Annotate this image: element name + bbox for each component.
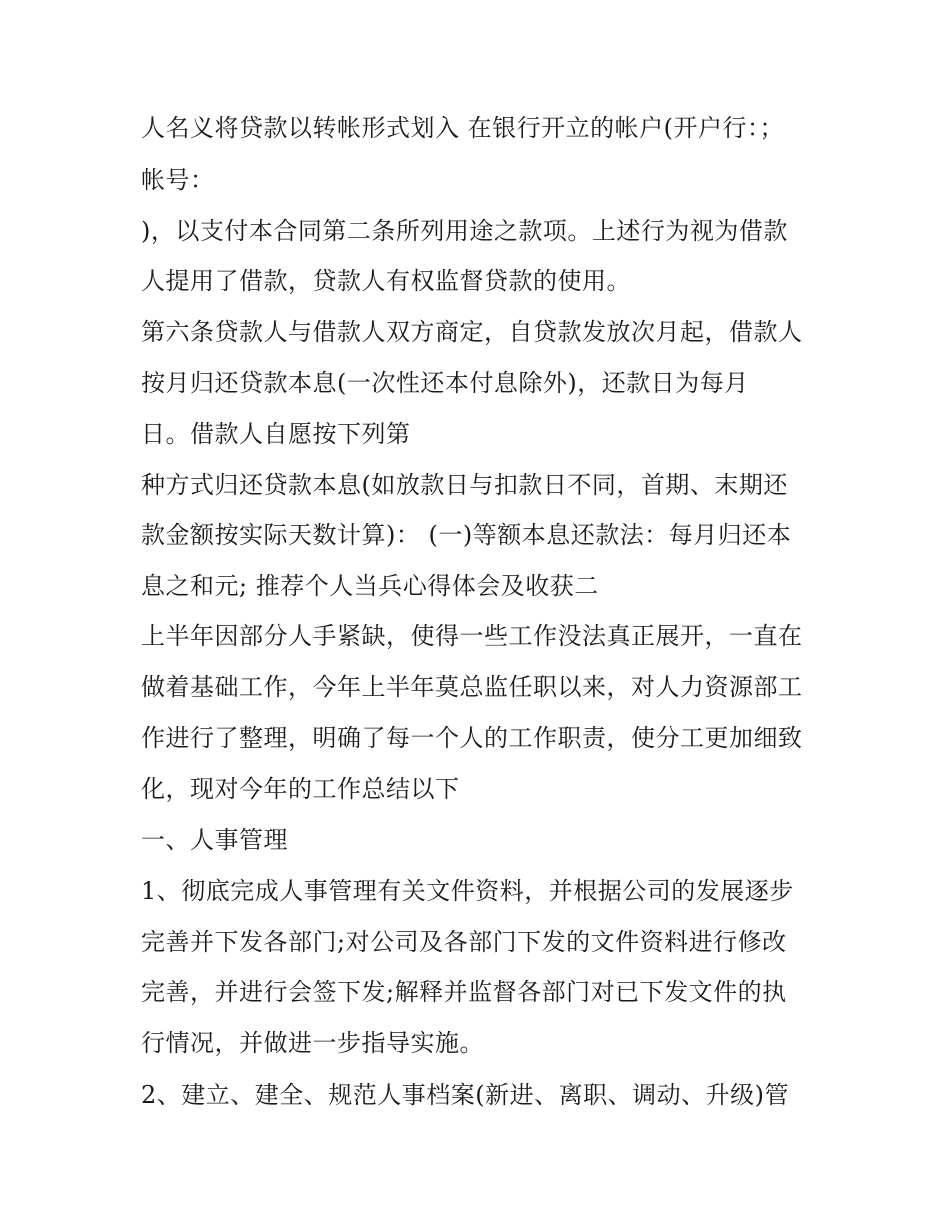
text-line: 1、彻底完成人事管理有关文件资料，并根据公司的发展逐步: [141, 877, 794, 905]
text-line: 日。借款人自愿按下列第: [141, 420, 411, 448]
text-line: 完善并下发各部门;对公司及各部门下发的文件资料进行修改: [141, 928, 787, 956]
text-line: )，以支付本合同第二条所列用途之款项。上述行为视为借款: [141, 217, 788, 245]
text-line: 行情况，并做进一步指导实施。: [141, 1029, 484, 1057]
text-line: 按月归还贷款本息(一次性还本付息除外)，还款日为每月: [141, 369, 749, 397]
text-line: 帐号：: [141, 166, 215, 194]
text-line: 化，现对今年的工作总结以下: [141, 775, 460, 803]
text-line: 2、建立、建全、规范人事档案(新进、离职、调动、升级)管: [141, 1081, 789, 1109]
text-line: 第六条贷款人与借款人双方商定，自贷款发放次月起，借款人: [141, 318, 803, 346]
text-line: 种方式归还贷款本息(如放款日与扣款日不同，首期、末期还: [141, 471, 788, 499]
text-line: 做着基础工作，今年上半年莫总监任职以来，对人力资源部工: [141, 673, 803, 701]
section-heading: 一、人事管理: [141, 826, 288, 854]
text-line: 上半年因部分人手紧缺，使得一些工作没法真正展开，一直在: [141, 622, 803, 650]
text-line: 息之和元; 推荐个人当兵心得体会及收获二: [141, 572, 599, 600]
text-line: 人提用了借款，贷款人有权监督贷款的使用。: [141, 267, 631, 295]
text-line: 款金额按实际天数计算)： (一)等额本息还款法：每月归还本: [141, 521, 792, 549]
text-line: 作进行了整理，明确了每一个人的工作职责，使分工更加细致: [141, 724, 803, 752]
text-line: 人名义将贷款以转帐形式划入 在银行开立的帐户(开户行：；: [141, 114, 784, 142]
text-line: 完善，并进行会签下发;解释并监督各部门对已下发文件的执: [141, 978, 787, 1006]
